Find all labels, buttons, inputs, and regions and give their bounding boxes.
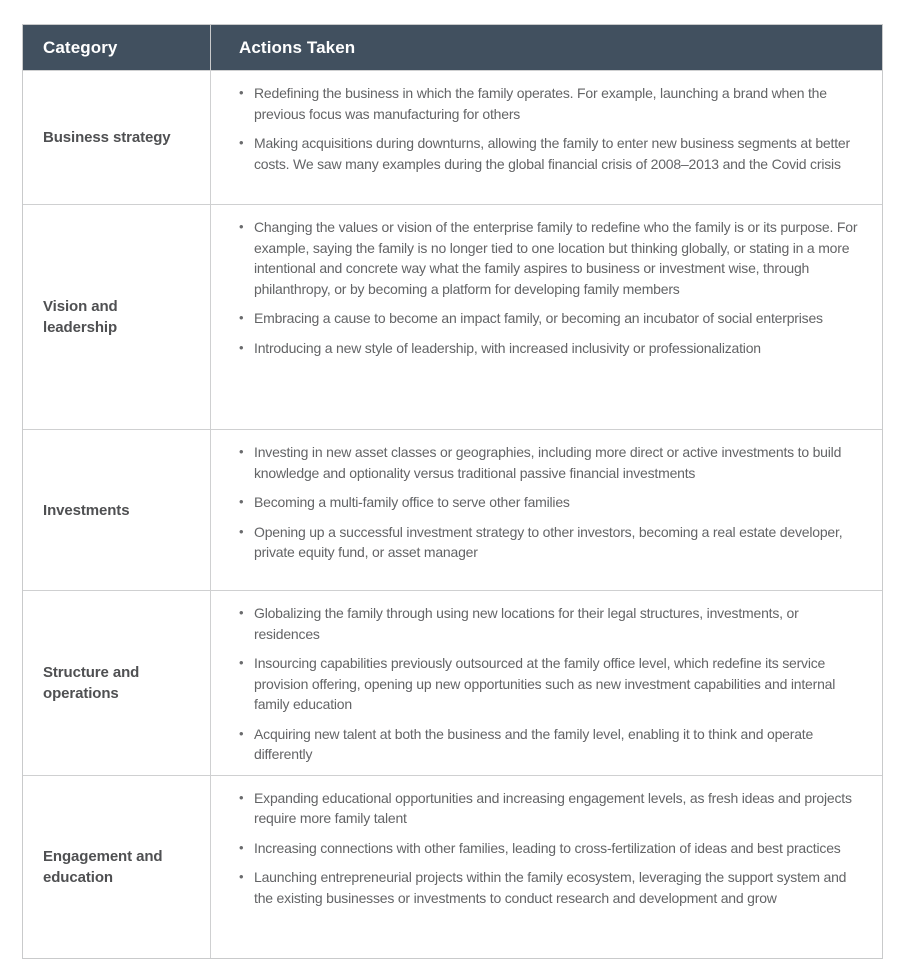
bullet-text: Insourcing capabilities previously outsourced at the family office level, which redefine its service provision offering, opening up new opportunities such as new investment capabilities and internal family education	[254, 655, 836, 712]
bullet-item	[237, 724, 864, 765]
actions-table	[22, 24, 883, 959]
bullet-text: Expanding educational opportunities and increasing engagement levels, as fresh ideas and projects require more family talent	[254, 789, 852, 826]
bullet-list	[237, 788, 864, 909]
bullet-item	[237, 788, 864, 829]
bullet-icon: •	[239, 839, 244, 855]
table-header	[23, 25, 882, 70]
category-label: Vision and leadership	[43, 298, 118, 336]
category-label: Engagement and education	[43, 847, 163, 886]
bullet-text: Changing the values or vision of the enterprise family to redefine who the family is or its purpose. For example, saying the family is no longer tied to one location but thinking globally, or stating in a more intentional and concrete way what the family aspires to business or investment wise, through philanthropy, or by becoming a platform for developing family members	[254, 219, 858, 297]
bullet-icon: •	[239, 789, 244, 805]
category-label: Structure and operations	[43, 663, 140, 702]
category-cell	[23, 71, 210, 204]
bullet-item	[237, 83, 864, 124]
actions-cell	[210, 591, 882, 775]
bullet-icon: •	[239, 310, 244, 325]
bullet-text: Opening up a successful investment strategy to other investors, becoming a real estate developer, private equity fund, or asset manager	[254, 523, 843, 560]
category-cell	[23, 205, 210, 429]
bullet-item	[237, 338, 864, 359]
table-row-business-strategy	[23, 70, 882, 204]
bullet-icon: •	[239, 444, 244, 459]
bullet-item	[237, 838, 864, 859]
bullet-item	[237, 217, 864, 299]
header-cell-category	[23, 25, 210, 70]
actions-cell	[210, 430, 882, 590]
bullet-text: Introducing a new style of leadership, with increased inclusivity or professionalization	[254, 339, 761, 356]
header-cell-actions	[210, 25, 882, 70]
bullet-icon: •	[239, 523, 244, 539]
header-actions-label: Actions Taken	[239, 37, 356, 57]
actions-cell	[210, 205, 882, 429]
bullet-item	[237, 133, 864, 174]
bullet-item	[237, 442, 864, 483]
category-label: Business strategy	[43, 129, 171, 146]
category-label: Investments	[43, 501, 130, 519]
bullet-icon: •	[239, 725, 244, 741]
bullet-text: Becoming a multi-family office to serve other families	[254, 494, 570, 510]
header-category-label: Category	[43, 37, 118, 57]
bullet-text: Acquiring new talent at both the business and the family level, enabling it to think and operate differently	[254, 725, 814, 762]
bullet-icon: •	[239, 869, 244, 884]
bullet-icon: •	[239, 219, 244, 234]
table-row-investments	[23, 429, 882, 590]
bullet-icon: •	[239, 339, 244, 355]
table-row-vision-and-leadership	[23, 204, 882, 429]
bullet-icon: •	[239, 655, 244, 670]
bullet-item	[237, 522, 864, 563]
bullet-item	[237, 603, 864, 644]
bullet-text: Launching entrepreneurial projects within the family ecosystem, leveraging the support system and the existing businesses or investments to conduct research and development and grow	[254, 869, 847, 906]
bullet-item	[237, 492, 864, 513]
table-row-structure-and-operations	[23, 590, 882, 775]
bullet-text: Making acquisitions during downturns, allowing the family to enter new business segments at better costs. We saw many examples during the global financial crisis of 2008–2013 and the Covid crisis	[254, 135, 850, 172]
actions-cell	[210, 71, 882, 204]
bullet-icon: •	[239, 135, 244, 150]
bullet-text: Embracing a cause to become an impact family, or becoming an incubator of social enterprises	[254, 310, 823, 326]
bullet-list	[237, 442, 864, 563]
table-row-engagement-and-education	[23, 775, 882, 958]
bullet-text: Globalizing the family through using new locations for their legal structures, investments, or residences	[254, 605, 799, 642]
bullet-text: Increasing connections with other families, leading to cross-fertilization of ideas and best practices	[254, 839, 841, 856]
bullet-text: Redefining the business in which the family operates. For example, launching a brand when the previous focus was manufacturing for others	[254, 85, 827, 122]
actions-cell	[210, 776, 882, 958]
bullet-item	[237, 867, 864, 908]
bullet-list	[237, 83, 864, 174]
bullet-icon: •	[239, 85, 244, 100]
bullet-item	[237, 308, 864, 329]
bullet-item	[237, 653, 864, 715]
bullet-text: Investing in new asset classes or geographies, including more direct or active investments to build knowledge and optionality versus traditional passive financial investments	[254, 444, 842, 481]
bullet-list	[237, 603, 864, 765]
category-cell	[23, 776, 210, 958]
category-cell	[23, 591, 210, 775]
bullet-list	[237, 217, 864, 358]
category-cell	[23, 430, 210, 590]
bullet-icon: •	[239, 605, 244, 620]
bullet-icon: •	[239, 494, 244, 509]
